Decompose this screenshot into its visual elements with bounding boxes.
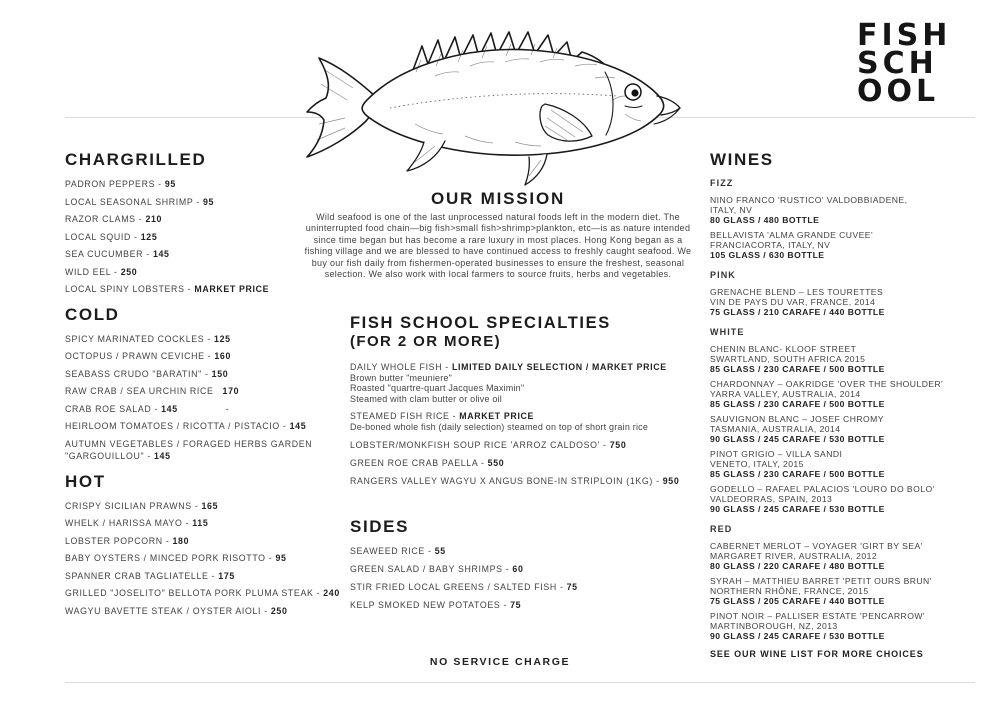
wine-price: 85 GLASS / 230 CARAFE / 500 BOTTLE	[710, 364, 885, 374]
menu-item	[350, 362, 695, 373]
wine-name: ITALY, NV	[710, 205, 753, 215]
wine-list-note: SEE OUR WINE LIST FOR MORE CHOICES	[710, 649, 924, 659]
fish-illustration	[295, 4, 705, 189]
item-name: WHELK / HARISSA MAYO -	[65, 518, 193, 528]
wine-price: 80 GLASS / 220 CARAFE / 480 BOTTLE	[710, 561, 885, 571]
item-price: 210	[145, 214, 163, 224]
wine-entry	[710, 230, 955, 260]
wine-name: MARTINBOROUGH, NZ, 2013	[710, 621, 838, 631]
item-suffix: -	[225, 403, 230, 414]
menu-item	[350, 476, 695, 487]
item-name: LOBSTER POPCORN -	[65, 535, 173, 546]
item-name: RANGERS VALLEY WAGYU X ANGUS BONE-IN STRIPLOIN (1KG) -	[350, 475, 663, 486]
item-price: LIMITED DAILY SELECTION / MARKET PRICE	[451, 362, 667, 372]
item-name: WILD EEL -	[65, 266, 121, 277]
menu-item	[65, 517, 347, 530]
wine-price: 105 GLASS / 630 BOTTLE	[710, 250, 825, 260]
item-price: 950	[662, 475, 680, 486]
item-name: CRISPY SICILIAN PRAWNS -	[65, 500, 202, 511]
item-name: SEAWEED RICE -	[350, 546, 435, 556]
wine-name: SYRAH – MATTHIEU BARRET 'PETIT OURS BRUN'	[710, 576, 932, 586]
wine-name: NINO FRANCO 'RUSTICO' VALDOBBIADENE,	[710, 195, 908, 205]
wine-group-label: WHITE	[710, 327, 745, 337]
logo-line: SCH	[857, 46, 938, 81]
sides-section	[350, 517, 680, 617]
wine-entry	[710, 195, 955, 225]
section-title: CHARGRILLED	[65, 150, 207, 169]
item-name: SEA CUCUMBER -	[65, 249, 153, 259]
menu-item	[65, 385, 347, 398]
sides-title: SIDES	[350, 517, 410, 536]
wine-name: NORTHERN RHÔNE, FRANCE, 2015	[710, 586, 869, 596]
menu-item	[65, 333, 347, 346]
menu-item	[65, 420, 347, 433]
item-name: GRILLED "JOSELITO" BELLOTA PORK PLUMA STEAK -	[65, 588, 324, 598]
wine-groups	[710, 178, 955, 641]
item-name: RAZOR CLAMS -	[65, 214, 146, 224]
fish-school-logo	[857, 18, 952, 109]
item-name: WAGYU BAVETTE STEAK / OYSTER AIOLI -	[65, 605, 271, 616]
wine-group	[710, 524, 955, 641]
wine-name: SWARTLAND, SOUTH AFRICA 2015	[710, 354, 866, 364]
wine-price: 90 GLASS / 245 CARAFE / 530 BOTTLE	[710, 631, 885, 641]
menu-item	[65, 438, 347, 463]
menu-item	[65, 283, 347, 296]
item-name: AUTUMN VEGETABLES / FORAGED HERBS GARDEN "GARGOUILLOU" -	[65, 438, 313, 461]
item-price: 75	[510, 600, 522, 610]
wines-title: WINES	[710, 150, 774, 169]
item-description: Roasted "quartre-quart Jacques Maximin"	[350, 383, 525, 394]
item-price: 95	[202, 196, 215, 207]
item-name: RAW CRAB / SEA URCHIN RICE	[65, 386, 214, 396]
wines-section	[710, 150, 955, 668]
item-name: BABY OYSTERS / MINCED PORK RISOTTO -	[65, 553, 276, 563]
specialty-item	[350, 476, 695, 487]
item-price: 95	[164, 179, 176, 189]
specialties-subtitle: (FOR 2 OR MORE)	[350, 333, 501, 350]
item-name: KELP SMOKED NEW POTATOES -	[350, 600, 511, 610]
item-name: LOCAL SQUID -	[65, 231, 141, 242]
menu-section	[65, 305, 347, 463]
wine-name: GRENACHE BLEND – LES TOURETTES	[710, 287, 884, 297]
wine-group-label: PINK	[710, 270, 736, 280]
item-price: MARKET PRICE	[459, 411, 535, 422]
wine-name: TASMANIA, AUSTRALIA, 2014	[710, 424, 841, 434]
menu-item	[65, 403, 347, 416]
section-title: HOT	[65, 471, 106, 491]
item-name: CRAB ROE SALAD -	[65, 403, 162, 414]
menu-item	[350, 458, 695, 469]
menu-item	[65, 605, 347, 618]
menu-item	[65, 500, 347, 513]
menu-item	[350, 599, 680, 612]
menu-item	[350, 545, 680, 558]
item-price: 115	[192, 518, 209, 528]
wine-name: SAUVIGNON BLANC – JOSEF CHROMY	[710, 414, 884, 424]
bottom-divider	[65, 682, 975, 683]
menu-item	[65, 368, 347, 381]
item-name: GREEN SALAD / BABY SHRIMPS -	[350, 564, 513, 574]
item-price: 145	[154, 451, 171, 461]
item-name: LOBSTER/MONKFISH SOUP RICE 'ARROZ CALDOSO' -	[350, 439, 610, 450]
menu-item	[65, 535, 347, 548]
item-price: 125	[214, 333, 231, 344]
item-name: SPANNER CRAB TAGLIATELLE -	[65, 570, 219, 581]
wine-price: 75 GLASS / 210 CARAFE / 440 BOTTLE	[710, 307, 885, 317]
specialties-items	[350, 362, 695, 487]
wine-group-label: RED	[710, 524, 733, 534]
item-price: MARKET PRICE	[194, 284, 270, 294]
item-name: HEIRLOOM TOMATOES / RICOTTA / PISTACIO -	[65, 421, 290, 431]
item-name: PADRON PEPPERS -	[65, 179, 165, 189]
item-price: 150	[211, 368, 229, 379]
wine-name: CHENIN BLANC- KLOOF STREET	[710, 344, 857, 354]
menu-item	[65, 350, 347, 363]
item-price: 125	[140, 231, 158, 242]
item-price: 550	[487, 457, 505, 468]
item-price: 95	[275, 553, 287, 563]
wine-name: MARGARET RIVER, AUSTRALIA, 2012	[710, 551, 878, 561]
item-price: 145	[152, 249, 170, 259]
wine-entry	[710, 576, 955, 606]
wine-entry	[710, 449, 955, 479]
fish-icon	[295, 4, 705, 189]
wine-name: CABERNET MERLOT – VOYAGER 'GIRT BY SEA'	[710, 541, 923, 551]
menu-item	[350, 563, 680, 576]
item-price: 160	[214, 351, 231, 361]
item-price: 75	[566, 582, 578, 592]
section-title: COLD	[65, 304, 120, 324]
wine-name: BELLAVISTA 'ALMA GRANDE CUVEE'	[710, 230, 874, 240]
item-price: 145	[289, 421, 307, 431]
menu-section	[65, 472, 347, 618]
wine-group-label: FIZZ	[710, 178, 734, 188]
wine-price: 85 GLASS / 230 CARAFE / 500 BOTTLE	[710, 399, 885, 409]
sides-items	[350, 545, 680, 612]
item-price: 55	[434, 546, 446, 556]
item-name: SEABASS CRUDO "BARATIN" -	[65, 368, 212, 379]
specialty-item	[350, 440, 695, 451]
item-name: DAILY WHOLE FISH -	[350, 362, 452, 372]
wine-name: VALDEORRAS, SPAIN, 2013	[710, 494, 833, 504]
item-name: LOCAL SEASONAL SHRIMP -	[65, 196, 203, 207]
item-price: 165	[201, 500, 219, 511]
wine-name: GODELLO – RAFAEL PALACIOS 'LOURO DO BOLO'	[710, 484, 935, 494]
item-name: OCTOPUS / PRAWN CEVICHE -	[65, 351, 215, 361]
specialty-item	[350, 458, 695, 469]
wine-entry	[710, 344, 955, 374]
mission-title: OUR MISSION	[430, 189, 566, 208]
wine-name: CHARDONNAY – OAKRIDGE 'OVER THE SHOULDER'	[710, 379, 944, 389]
menu-item	[65, 570, 347, 583]
item-name: STIR FRIED LOCAL GREENS / SALTED FISH -	[350, 582, 567, 592]
menu-item	[350, 440, 695, 451]
item-price: 170	[222, 386, 240, 396]
item-name: LOCAL SPINY LOBSTERS -	[65, 284, 195, 294]
logo-line: FISH	[857, 18, 952, 53]
wine-name: VENETO, ITALY, 2015	[710, 459, 804, 469]
wine-name: VIN DE PAYS DU VAR, FRANCE, 2014	[710, 297, 876, 307]
wine-price: 85 GLASS / 230 CARAFE / 500 BOTTLE	[710, 469, 885, 479]
wine-price: 75 GLASS / 205 CARAFE / 440 BOTTLE	[710, 596, 885, 606]
wine-name: YARRA VALLEY, AUSTRALIA, 2014	[710, 389, 861, 399]
item-price: 145	[161, 403, 178, 414]
no-service-charge-note: NO SERVICE CHARGE	[429, 655, 571, 668]
item-name: SPICY MARINATED COCKLES -	[65, 333, 215, 344]
item-description: De-boned whole fish (daily selection) steamed on top of short grain rice	[350, 422, 649, 433]
specialties-title: FISH SCHOOL SPECIALTIES	[350, 314, 611, 332]
wine-entry	[710, 287, 955, 317]
item-price: 250	[270, 605, 288, 616]
logo-line: OOL	[857, 74, 940, 109]
specialty-item	[350, 411, 695, 432]
mission-section	[303, 189, 693, 280]
item-price: 175	[218, 570, 235, 581]
item-price: 240	[323, 588, 340, 598]
item-name: GREEN ROE CRAB PAELLA -	[350, 457, 488, 468]
wine-group	[710, 327, 955, 514]
wine-name: PINOT NOIR – PALLISER ESTATE 'PENCARROW'	[710, 611, 925, 621]
wine-price: 90 GLASS / 245 CARAFE / 530 BOTTLE	[710, 434, 885, 444]
wine-name: PINOT GRIGIO – VILLA SANDI	[710, 449, 843, 459]
wine-entry	[710, 484, 955, 514]
wine-entry	[710, 414, 955, 444]
menu-item	[65, 552, 347, 565]
wine-entry	[710, 611, 955, 641]
wine-group	[710, 270, 955, 317]
item-price: 180	[172, 535, 190, 546]
item-price: 250	[120, 266, 138, 277]
menu-item	[350, 581, 680, 594]
specialty-item	[350, 362, 695, 404]
mission-body: Wild seafood is one of the last unprocessed natural foods left in the modern diet. The uninterrupted food chain—big fish>small fish>shrimp>plankton, etc—is as nature intended since time began but has become a rare luxury in most places. Hong Kong began as a fishing village and we are blessed to have continued access to freshly caught seafood. We buy our fish daily from fishermen-operated businesses to ensure the freshest, seasonal selection. We also work with local farmers to source fruits, herbs and vegetables.	[304, 212, 692, 280]
wine-price: 80 GLASS / 480 BOTTLE	[710, 215, 820, 225]
wine-entry	[710, 541, 955, 571]
specialties-section	[350, 314, 695, 494]
item-price: 60	[512, 564, 524, 574]
menu-item	[65, 587, 347, 600]
wine-price: 90 GLASS / 245 CARAFE / 530 BOTTLE	[710, 504, 885, 514]
wine-entry	[710, 379, 955, 409]
wine-name: FRANCIACORTA, ITALY, NV	[710, 240, 831, 250]
item-description: Brown butter "meuniere"	[350, 373, 453, 383]
item-name: STEAMED FISH RICE -	[350, 411, 460, 422]
item-price: 750	[609, 439, 627, 450]
wine-group	[710, 178, 955, 260]
menu-item	[350, 411, 695, 422]
item-description: Steamed with clam butter or olive oil	[350, 393, 502, 404]
